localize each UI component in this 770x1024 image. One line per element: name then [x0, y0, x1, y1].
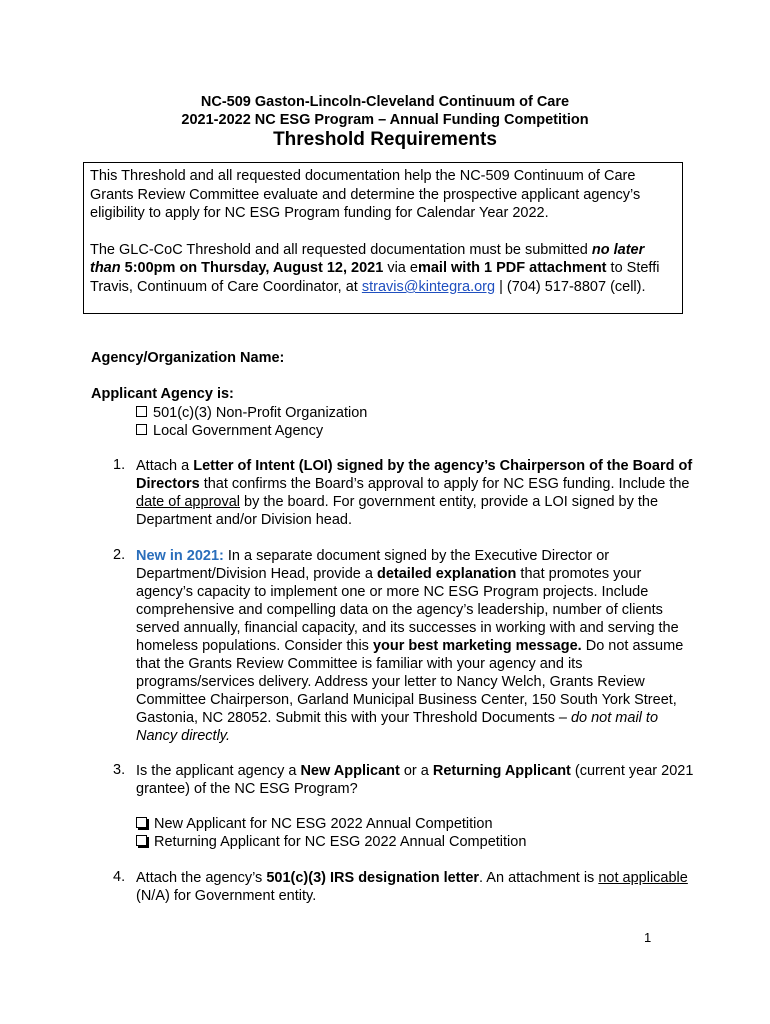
item-2 [136, 547, 696, 745]
item-text: or a [399, 763, 433, 779]
item-1 [136, 457, 696, 529]
item-emphasis: Letter of Intent (LOI) signed by the agency’s Chairperson of the Board of Directors [136, 458, 693, 492]
new-in-2021-label: New in 2021: [136, 548, 224, 564]
email-attachment-note: mail with 1 PDF attachment [417, 260, 607, 277]
intro-text: | (704) 517-8807 (cell). [495, 278, 646, 295]
applicant-agency-label: Applicant Agency is: [91, 386, 234, 402]
option-returning-applicant[interactable] [136, 833, 526, 851]
option-new-applicant[interactable] [136, 815, 493, 833]
option-label: 501(c)(3) Non-Profit Organization [153, 405, 368, 421]
agency-name-label: Agency/Organization Name: [91, 350, 285, 366]
header-line-1: NC-509 Gaston-Lincoln-Cleveland Continuum of Care [200, 94, 570, 110]
deadline-time: 5:00pm on Thursday, August 12, 2021 [120, 260, 384, 277]
option-label: Local Government Agency [153, 423, 324, 439]
item-number: 2. [113, 547, 126, 563]
header-line-2: 2021-2022 NC ESG Program – Annual Funding Competition [181, 112, 589, 128]
item-emphasis: detailed explanation [376, 566, 517, 582]
intro-text: The GLC-CoC Threshold and all requested documentation must be submitted [90, 241, 592, 258]
item-number: 4. [113, 869, 126, 885]
intro-text: via e [383, 260, 418, 277]
item-text: In a separate document signed by the Executive Director or Department/Division Head, provide a [136, 548, 610, 582]
intro-box [83, 162, 683, 314]
item-text: (current year 2021 grantee) of the NC ESG Program? [136, 763, 694, 797]
item-text: . An attachment is [479, 870, 599, 886]
item-emphasis: 501(c)(3) IRS designation letter [266, 870, 480, 886]
item-emphasis: your best marketing message. [372, 638, 582, 654]
item-3 [136, 762, 696, 798]
item-emphasis: Returning Applicant [432, 763, 571, 779]
intro-text: to Steffi Travis, Continuum of Care Coordinator, at [90, 260, 660, 295]
email-link[interactable]: stravis@kintegra.org [361, 278, 496, 295]
item-emphasis: New Applicant [300, 763, 400, 779]
item-text: by the board. For government entity, provide a LOI signed by the Department and/or Division head. [136, 494, 659, 528]
item-text: that promotes your agency’s capacity to implement one or more NC ESG Program projects. Include comprehensive and compelling data on the agency’s leadership, number of clients served annually, financial capacity, and its successes in working with and serving the homeless populations. Consider this [136, 566, 679, 654]
page-title: Threshold Requirements [273, 129, 497, 150]
item-text: Do not assume that the Grants Review Committee is familiar with your agency and its programs/services delivery. Address your letter to Nancy Welch, Grants Review Committee Chairperson, Garland Municipal Business Center, 150 South York Street, Gastonia, NC 28052. Submit this with your Threshold Documents – [136, 638, 684, 726]
item-4 [136, 869, 696, 905]
checkbox-icon[interactable] [136, 424, 147, 435]
item-text: Attach the agency’s [136, 870, 267, 886]
item-number: 1. [113, 457, 126, 473]
item-text: that confirms the Board’s approval to apply for NC ESG funding. Include the [199, 476, 690, 492]
option-label: Returning Applicant for NC ESG 2022 Annual Competition [154, 834, 527, 850]
checkbox-icon[interactable] [136, 406, 147, 417]
option-nonprofit[interactable] [136, 404, 367, 422]
page-number: 1 [644, 930, 652, 945]
item-underline: not applicable [598, 870, 688, 886]
option-label: New Applicant for NC ESG 2022 Annual Competition [154, 816, 493, 832]
item-text: Is the applicant agency a [136, 763, 301, 779]
deadline-emphasis: no later than [90, 241, 645, 277]
item-number: 3. [113, 762, 126, 778]
option-local-government[interactable] [136, 422, 323, 440]
checkbox-icon[interactable] [136, 817, 147, 828]
item-text: Attach a [136, 458, 194, 474]
intro-paragraph-2 [90, 241, 676, 297]
checkbox-icon[interactable] [136, 835, 147, 846]
item-italic: do not mail to Nancy directly. [136, 710, 659, 744]
item-text: (N/A) for Government entity. [136, 888, 317, 904]
item-underline: date of approval [136, 494, 240, 510]
intro-paragraph-1: This Threshold and all requested documentation help the NC-509 Continuum of Care Grants Review Committee evaluate and determine the prospective applicant agency’s eligibility to apply for NC ESG Program funding for Calendar Year 2022. [90, 168, 641, 222]
